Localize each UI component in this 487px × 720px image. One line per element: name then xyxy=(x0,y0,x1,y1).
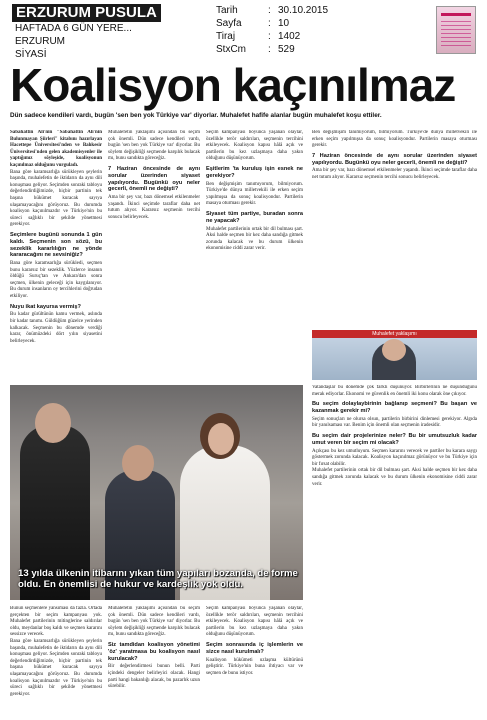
meta-key: Sayfa xyxy=(216,18,242,29)
person-head xyxy=(382,339,406,361)
question-heading: Seçim sonrasında iç işlemlerin ve sizce nasıl kurulmalı? xyxy=(206,641,303,655)
publication-section: SİYASİ xyxy=(15,49,47,60)
article-paragraph: Ama bir şey var, bazı dönemsel etkilenmeler yaşandı. İkinci seçimde taraflar daha net tutum alıyor. Kararsız seçmenin tercihi sonucu belirleyecek. xyxy=(312,168,477,180)
newspaper-thumbnail xyxy=(436,6,476,54)
meta-row-circulation: Tiraj : 1402 xyxy=(216,30,386,43)
article-paragraph: Muhalefet partilerinin ortak bir dil bulması şart. Aksi halde seçmen bir kez daha sandığa gitmek zorunda kalacak ve bu durum ülkenin ekonomisine ciddi zarar verir. xyxy=(206,226,303,252)
question-heading: Nuyu ikat kayursa vermiş? xyxy=(10,303,81,310)
person-head xyxy=(208,423,234,455)
article-bottom-column-1 xyxy=(10,606,102,713)
article-lead: Sabahattin Ali'nin "Sabahattin Ali'nin Bulunmayan Şiirleri" kitabını hazırlayan Hacettepe Üniversitesi'nden ve Balıkesir Üniversitesi'nden gelen akademisyenler ile yaptığımız söyleşide, koalisyonun kaçınılmaz olduğunu vurguladı. xyxy=(10,130,102,168)
meta-key: StxCm xyxy=(216,44,246,55)
article-paragraph: Muhalefetin yaklaşımı açısından bu seçim çok önemli. Dün sadece kendileri vardı, bugün 'sen ben yok Türkiye var' diyorlar. Bu söylem değişikliği seçmende karşılık bulacak mı, bunu sandıkta göreceğiz. xyxy=(108,606,200,638)
article-paragraph: Ben değişmişim tanımıyorum, bilmiyorum. Türkiye'de dünya milletvekili ile erken seçim yapılmışsa da sonuç koalisyondur. Partilerin masaya oturması gerekir. xyxy=(206,181,303,207)
meta-value: 529 xyxy=(278,44,295,55)
clipping-header xyxy=(0,0,487,60)
article-paragraph: Bu kadar gürültünün kamu vermek, aslında bir kadar tanımı. Güldüğüm güzelce yerinden kalkacak. Seçmenin bu dönemde verdiği karar, önümüzdeki dört yılın siyasetini belirleyecek. xyxy=(10,312,102,344)
main-photo xyxy=(10,385,303,600)
question-heading: Seçimlere bugünü sonunda 1 gün kaldı. Seçmenin son sözü, bu sezeklik kararlılığın ne yönde kararacağını ne sevsiniğiz? xyxy=(10,231,102,259)
person-head xyxy=(35,403,71,443)
article-paragraph: Bunun seçmenlere yansıması da fazla. Ortada gerçekten bir seçim kampanyası yok. Muhalefet partilerinin mitinglerine saldırılar oldu, meydanlar boş kaldı ve seçmen kararını sessizce verecek. xyxy=(10,606,102,638)
meta-row-date: Tarih : 30.10.2015 xyxy=(216,4,386,17)
article-paragraph: Bana göre karamsarlığa sürükleyen şeylerin başında, muhalefetin de iktidarın da aynı dili konuşması geliyor. Seçimden sonraki tabloyu değerlendirdiğimizde, hiçbir partinin tek başına hükümet kuracak sayıya ulaşamayacağını görüyoruz. Bu durumda koalisyon kaçınılmazdır ve Türkiye'nin bu süreci sağlıklı bir şekilde yönetmesi gerekiyor. xyxy=(10,169,102,228)
publication-city: ERZURUM xyxy=(15,36,65,47)
article-paragraph: Seçim kampanyası boyunca yaşanan olaylar, özellikle terör saldırıları, seçmenin tercihini etkileyecek. Koalisyon kapısı hâlâ açık ve partilerin bu kez uzlaşmaya daha yakın olduğunu düşünüyorum. xyxy=(206,606,303,638)
article-paragraph: Açıkçası bu kez umutluyum. Seçmen kararını verecek ve partiler bu karara saygı göstermek zorunda kalacak. Koalisyon kaçınılmaz görünüyor ve bu Türkiye için bir fırsat olabilir. xyxy=(312,448,477,467)
inset-photo-caption: Muhalefet yaklaşımı xyxy=(312,330,477,338)
publication-name: ERZURUM PUSULA xyxy=(12,4,161,22)
article-column-4-top xyxy=(312,130,477,326)
inset-photo xyxy=(312,330,477,380)
meta-row-stxcm: StxCm : 529 xyxy=(216,43,386,56)
question-heading: Siyaset tüm partiye, buradan sonra ne yapacak? xyxy=(206,210,303,224)
publication-frequency: HAFTADA 6 GÜN YERE... xyxy=(15,23,132,34)
article-paragraph: Bir değerlendirmesi bunun belli. Parti içindeki dengeler belirleyici olacak. Hangi parti hangi bakanlığı alacak, bu pazarlık uzun sürebilir. xyxy=(108,664,200,690)
article-paragraph: Bana göre karamsarlığa sürükleyen şeylerin başında, muhalefetin de iktidarın da aynı dili konuşması geliyor. Seçimden sonraki tabloyu değerlendirdiğimizde, hiçbir partinin tek başına hükümet kuracak sayıya ulaşamayacağını görüyoruz. Bu durumda koalisyon kaçınılmazdır ve Türkiye'nin bu süreci sağlıklı bir şekilde yönetmesi gerekiyor. xyxy=(10,638,102,697)
person-head xyxy=(122,445,154,481)
meta-value: 30.10.2015 xyxy=(278,5,329,16)
article-paragraph: Ben değişmişim tanımıyorum, bilmiyorum. Türkiye'de dünya milletvekili ile erken seçim yapılmışsa da sonuç koalisyondur. Partilerin masaya oturması gerekir. xyxy=(312,130,477,149)
article-column-3 xyxy=(206,130,303,382)
article-paragraph: Seçim kampanyası boyunca yaşanan olaylar, özellikle terör saldırıları, seçmenin tercihini etkileyecek. Koalisyon kapısı hâlâ açık ve partilerin bu kez uzlaşmaya daha yakın olduğunu düşünüyorum. xyxy=(206,130,303,162)
question-heading: Eşitlerim 'ta kuruluş işin esnek ne gerekiyor? xyxy=(206,165,303,179)
meta-value: 1402 xyxy=(278,31,301,42)
meta-value: 10 xyxy=(278,18,290,29)
article-bottom-column-3 xyxy=(206,606,303,713)
meta-row-page: Sayfa : 10 xyxy=(216,17,386,30)
photo-caption: 13 yılda ülkenin itibarını yıkan tüm yapıları bozanda, de forme oldu. En önemlisi de hukur ve kardeşlik yok oldu. xyxy=(18,568,298,590)
article-subheadline: Dün sadece kendileri vardı, bugün 'sen ben yok Türkiye var' diyorlar. Muhalefet hafife alanlar bugün muhalefet koşu ettiler. xyxy=(10,112,382,119)
article-paragraph: Muhalefet partilerinin ortak bir dil bulması şart. Aksi halde seçmen bir kez daha sandığa gitmek zorunda kalacak ve bu durum ülkenin ekonomisine ciddi zarar verir. xyxy=(312,468,477,487)
publication-block xyxy=(12,4,192,61)
article-paragraph: Bana göre karamsarlığa sürükledi, seçmen bunu kararsız bir sezeklik. Yüzlerce insanın öldüğü Suruç'tan ve Ankara'dan sonra seçmen, ülkenin geleceği için kaygılanıyor. Bu durum insanların oy tercihlerini doğrudan etkiliyor. xyxy=(10,261,102,300)
article-column-2 xyxy=(108,130,200,382)
article-paragraph: Muhalefetin yaklaşımı açısından bu seçim çok önemli. Dün sadece kendileri vardı, bugün 'sen ben yok Türkiye var' diyorlar. Bu söylem değişikliği seçmende karşılık bulacak mı, bunu sandıkta göreceğiz. xyxy=(108,130,200,162)
article-paragraph: Vatandaşlar bu dönemde çok farklı düşünüyor. Birbirlerinin ne düşündüğünü merak ediyorlar. Ekonomi ve güvenlik en önemli iki konu olarak öne çıkıyor. xyxy=(312,385,477,397)
meta-key: Tiraj xyxy=(216,31,236,42)
article-column-4 xyxy=(312,385,477,713)
article-headline: Koalisyon kaçınılmaz xyxy=(10,59,456,111)
clipping-meta xyxy=(216,4,386,56)
article-paragraph: Ama bir şey var, bazı dönemsel etkilenmeler yaşandı. İkinci seçimde taraflar daha net tutum alıyor. Kararsız seçmenin tercihi sonucu belirleyecek. xyxy=(108,195,200,220)
question-heading: Bu seçim dolaylaybirinin bağlanıp seçmeni? Bu başarı ve kazanmak gerekir mi? xyxy=(312,401,477,414)
article-bottom-column-2 xyxy=(108,606,200,713)
meta-key: Tarih xyxy=(216,5,238,16)
article-paragraph: Seçim sonuçları ne olursa olsun, partilerin birbirini dinlemesi gerekiyor. Algıda bir yanılsaması var. Benim için önemli olan seçmenin iradesidir. xyxy=(312,416,477,429)
question-heading: 7 Haziran öncesinde de aynı sorular üzerinden siyaset yapılıyordu. Bugünkü oyu neler gecerli, önemli ne değişti? xyxy=(108,165,200,193)
question-heading: 7 Haziran öncesinde de aynı sorular üzerinden siyaset yapılıyordu. Bugünkü oyu neler gecerli, önemli ne değişti? xyxy=(312,152,477,166)
article-column-1 xyxy=(10,130,102,382)
question-heading: Siz tamdidan koalisyon yönetimi 'öz' yaratmasa bu koalisyon nasıl kurulacak? xyxy=(108,641,200,662)
question-heading: Bu seçim dair projelerinize neler? Bu bir umutsuzluk kadar umut veren bir seçim mi olacak? xyxy=(312,432,477,446)
article-paragraph: Koalisyon hükümeti uzlaşma kültürünü geliştirir. Türkiye'nin buna ihtiyacı var ve seçmen de bunu istiyor. xyxy=(206,657,303,676)
